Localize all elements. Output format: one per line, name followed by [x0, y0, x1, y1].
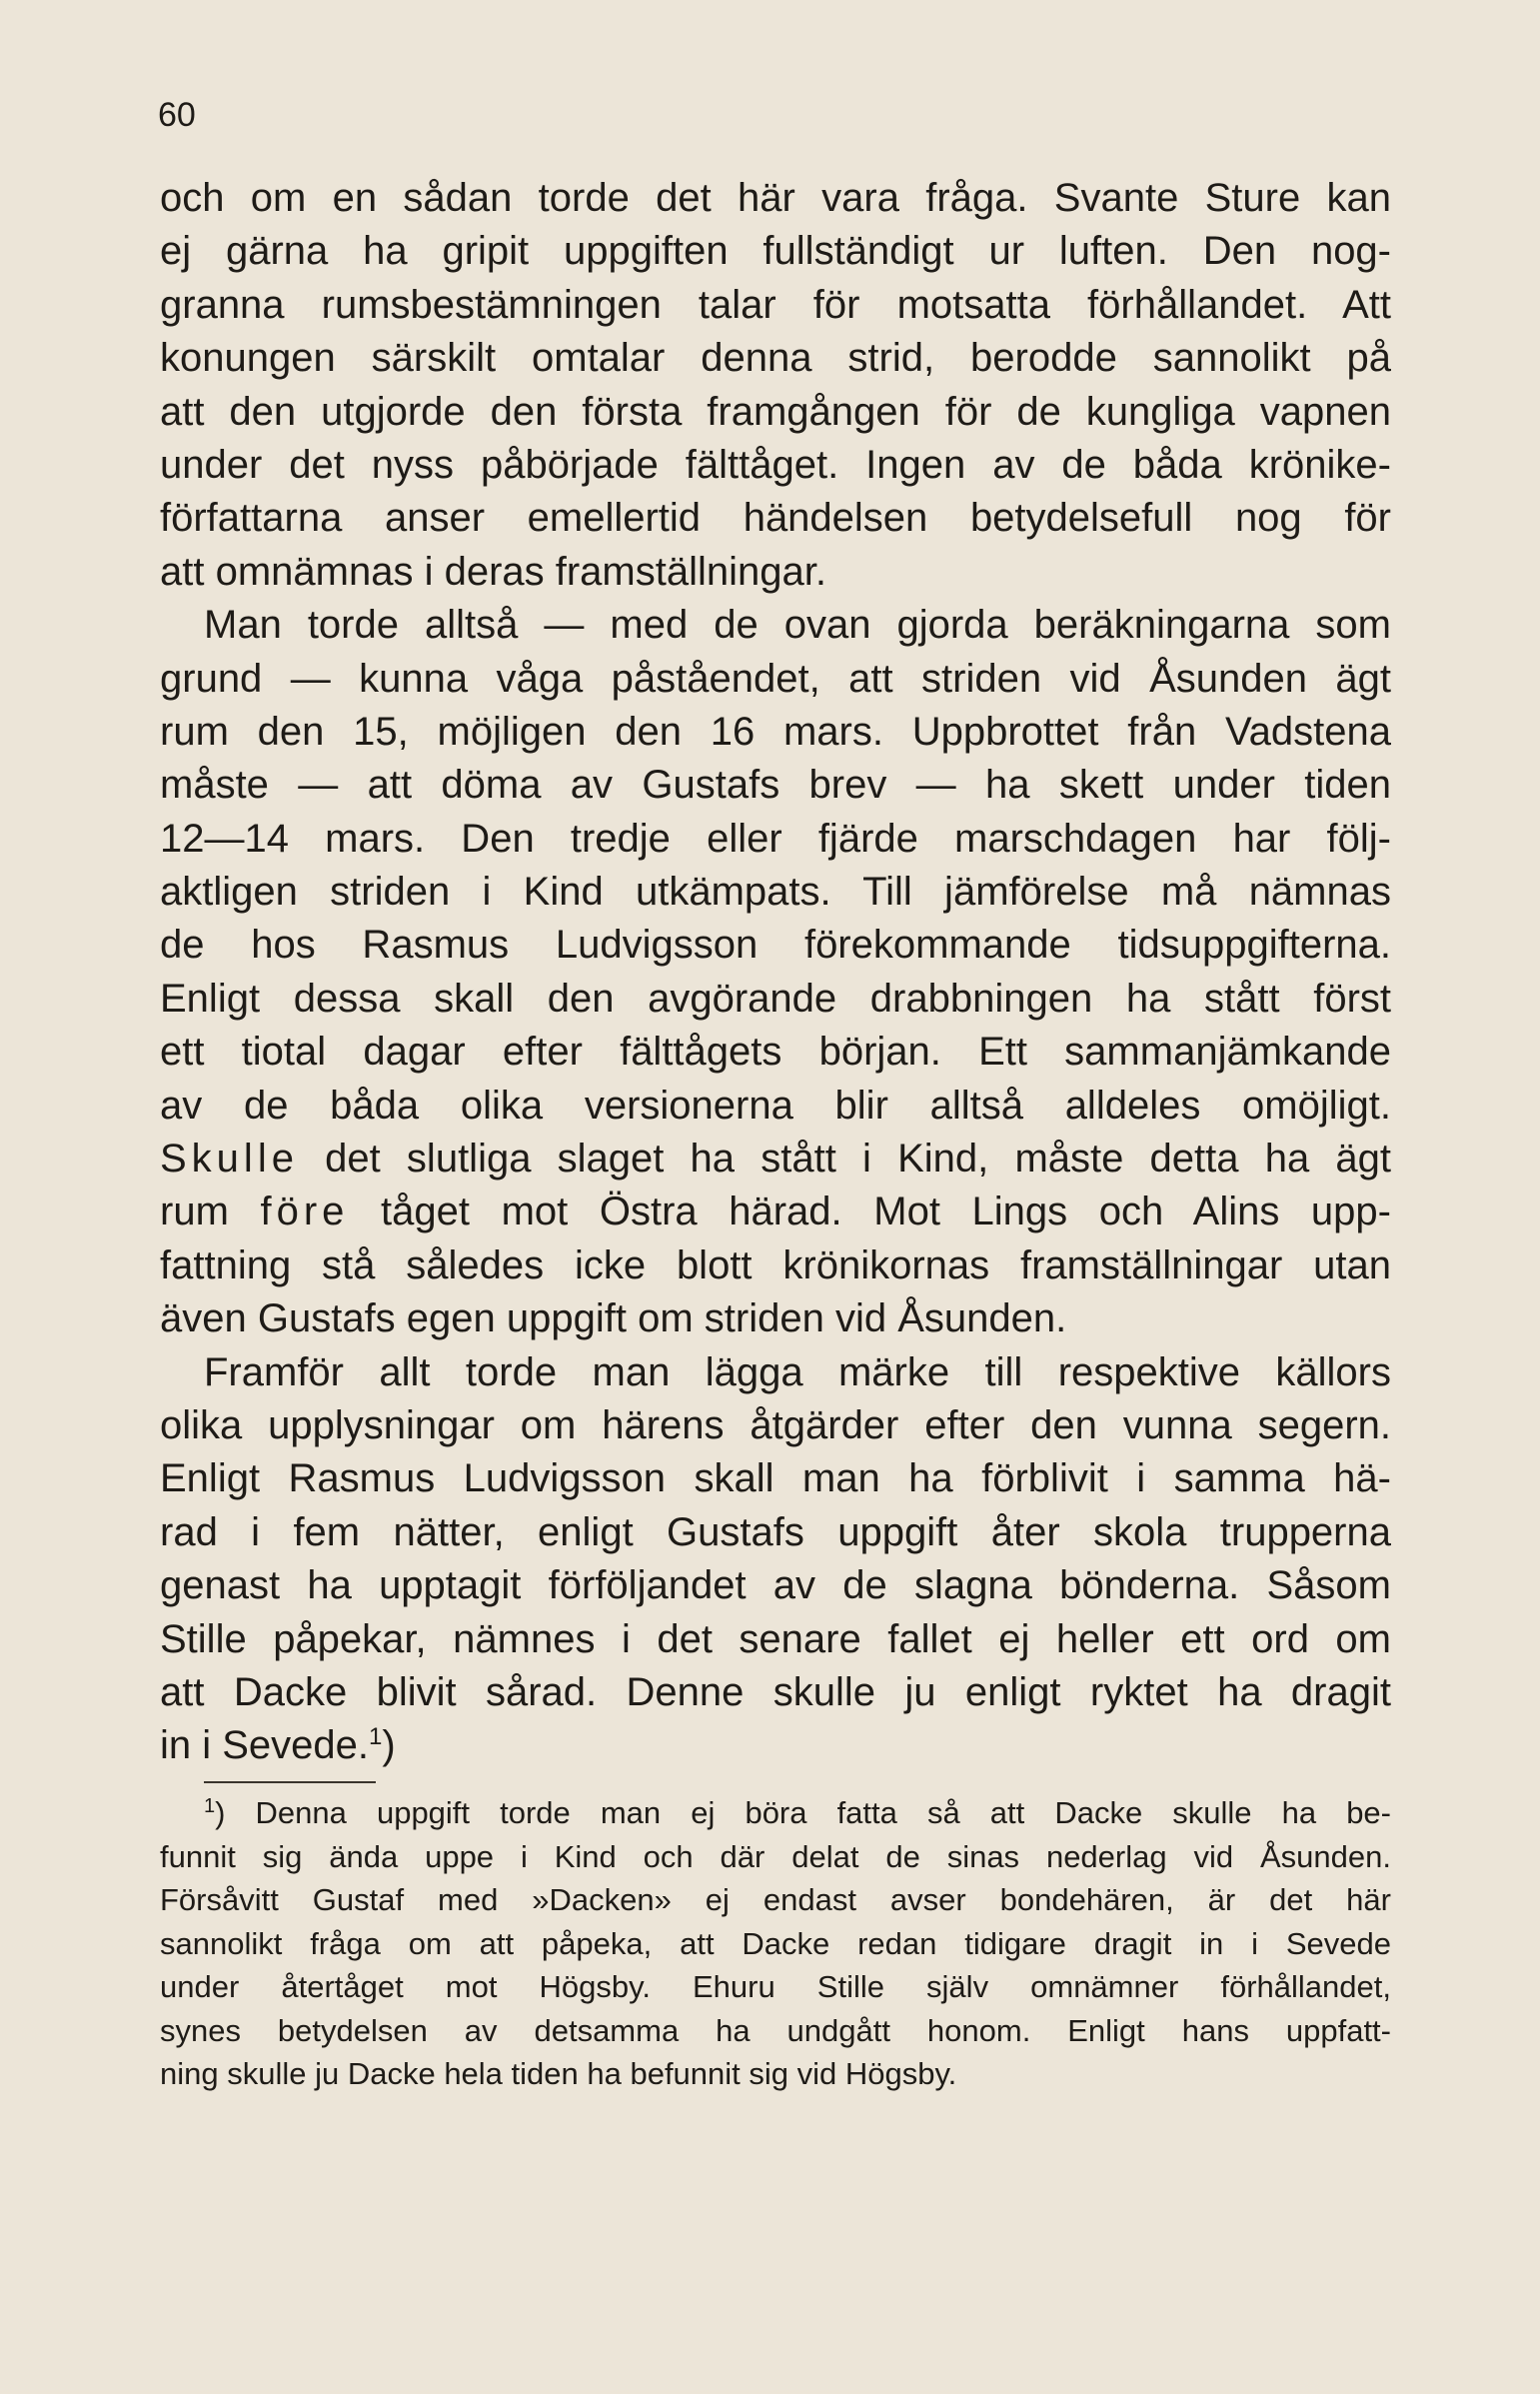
text-line: författarna anser emellertid händelsen betydelsefull nog för [160, 496, 1391, 541]
text-line: under det nyss påbörjade fälttåget. Ingen av de båda krönike- [160, 442, 1391, 487]
text-line: grund — kunna våga påståendet, att striden vid Åsunden ägt [160, 656, 1391, 701]
text-line: måste — att döma av Gustafs brev — ha skett under tiden [160, 763, 1391, 808]
text-line: rum den 15, möjligen den 16 mars. Uppbrottet från Vadstena [160, 709, 1391, 754]
text-line: Enligt dessa skall den avgörande drabbningen ha stått först [160, 976, 1391, 1021]
text-line: Framför allt torde man lägga märke till respektive källors [204, 1349, 1391, 1394]
text-line: konungen särskilt omtalar denna strid, berodde sannolikt på [160, 336, 1391, 381]
footnote [160, 1791, 1391, 2096]
footnote-line: sannolikt fråga om att påpeka, att Dacke redan tidigare dragit in i Sevede [160, 1925, 1391, 1961]
footnote-line [160, 1791, 1391, 1835]
emphasis-text: Skulle [160, 1137, 299, 1182]
emphasis-text: före [260, 1190, 350, 1234]
text-line: Man torde alltså — med de ovan gjorda beräkningarna som [204, 603, 1391, 648]
footnote-line-rest: ) Denna uppgift torde man ej böra fatta så att Dacke skulle ha be- [215, 1795, 1391, 1830]
text-line: rad i fem nätter, enligt Gustafs uppgift åter skola trupperna [160, 1509, 1391, 1554]
text-line: olika upplysningar om härens åtgärder efter den vunna segern. [160, 1402, 1391, 1447]
text-line: de hos Rasmus Ludvigsson förekommande tidsuppgifterna. [160, 923, 1391, 968]
text-line: 12—14 mars. Den tredje eller fjärde marschdagen har följ- [160, 816, 1391, 861]
text-line: att den utgjorde den första framgången för de kungliga vapnen [160, 389, 1391, 434]
text-line: genast ha upptagit förföljandet av de slagna bönderna. Såsom [160, 1563, 1391, 1608]
text-line [160, 1133, 1391, 1186]
text-line-rest: tåget mot Östra härad. Mot Lings och Alins upp- [349, 1190, 1391, 1234]
text-line: och om en sådan torde det här vara fråga. Svante Sture kan [160, 176, 1391, 220]
text-line: att Dacke blivit sårad. Denne skulle ju enligt ryktet ha dragit [160, 1669, 1391, 1714]
footnote-line: under återtåget mot Högsby. Ehuru Stille själv omnämner förhållandet, [160, 1969, 1391, 2004]
text-line: Stille påpekar, nämnes i det senare fallet ej heller ett ord om [160, 1616, 1391, 1661]
text-line: fattning stå således icke blott krönikornas framställningar utan [160, 1242, 1391, 1287]
footnote-reference-paren: ) [382, 1723, 396, 1768]
footnote-line: Försåvitt Gustaf med »Dacken» ej endast avser bondehären, är det här [160, 1882, 1391, 1917]
text-line: granna rumsbestämningen talar för motsatta förhållandet. Att [160, 282, 1391, 327]
footnote-divider [204, 1781, 376, 1783]
text-line: aktligen striden i Kind utkämpats. Till jämförelse må nämnas [160, 870, 1391, 915]
text-line-start: rum [160, 1190, 261, 1234]
footnote-reference: 1 [369, 1723, 383, 1751]
text-line: Enligt Rasmus Ludvigsson skall man ha förblivit i samma hä- [160, 1456, 1391, 1501]
footnote-line: ning skulle ju Dacke hela tiden ha befunnit sig vid Högsby. [160, 2056, 957, 2091]
text-line: ett tiotal dagar efter fälttågets början. Ett sammanjämkande [160, 1030, 1391, 1075]
text-line [160, 1719, 1391, 1772]
footnote-line: synes betydelsen av detsamma ha undgått honom. Enligt hans uppfatt- [160, 2012, 1391, 2048]
text-line: att omnämnas i deras framställningar. [160, 549, 826, 594]
body-text [160, 172, 1391, 1773]
text-line [160, 1186, 1391, 1238]
text-line-rest: det slutliga slaget ha stått i Kind, måste detta ha ägt [298, 1137, 1391, 1182]
footnote-marker: 1 [204, 1795, 216, 1817]
text-line: av de båda olika versionerna blir alltså alldeles omöjligt. [160, 1083, 1391, 1128]
footnote-line: funnit sig ända uppe i Kind och där delat de sinas nederlag vid Åsunden. [160, 1838, 1391, 1874]
text-line: ej gärna ha gripit uppgiften fullständigt ur luften. Den nog- [160, 229, 1391, 274]
text-line-start: in i Sevede. [160, 1723, 370, 1768]
page-number: 60 [158, 96, 196, 134]
text-line: även Gustafs egen uppgift om striden vid Åsunden. [160, 1296, 1067, 1341]
